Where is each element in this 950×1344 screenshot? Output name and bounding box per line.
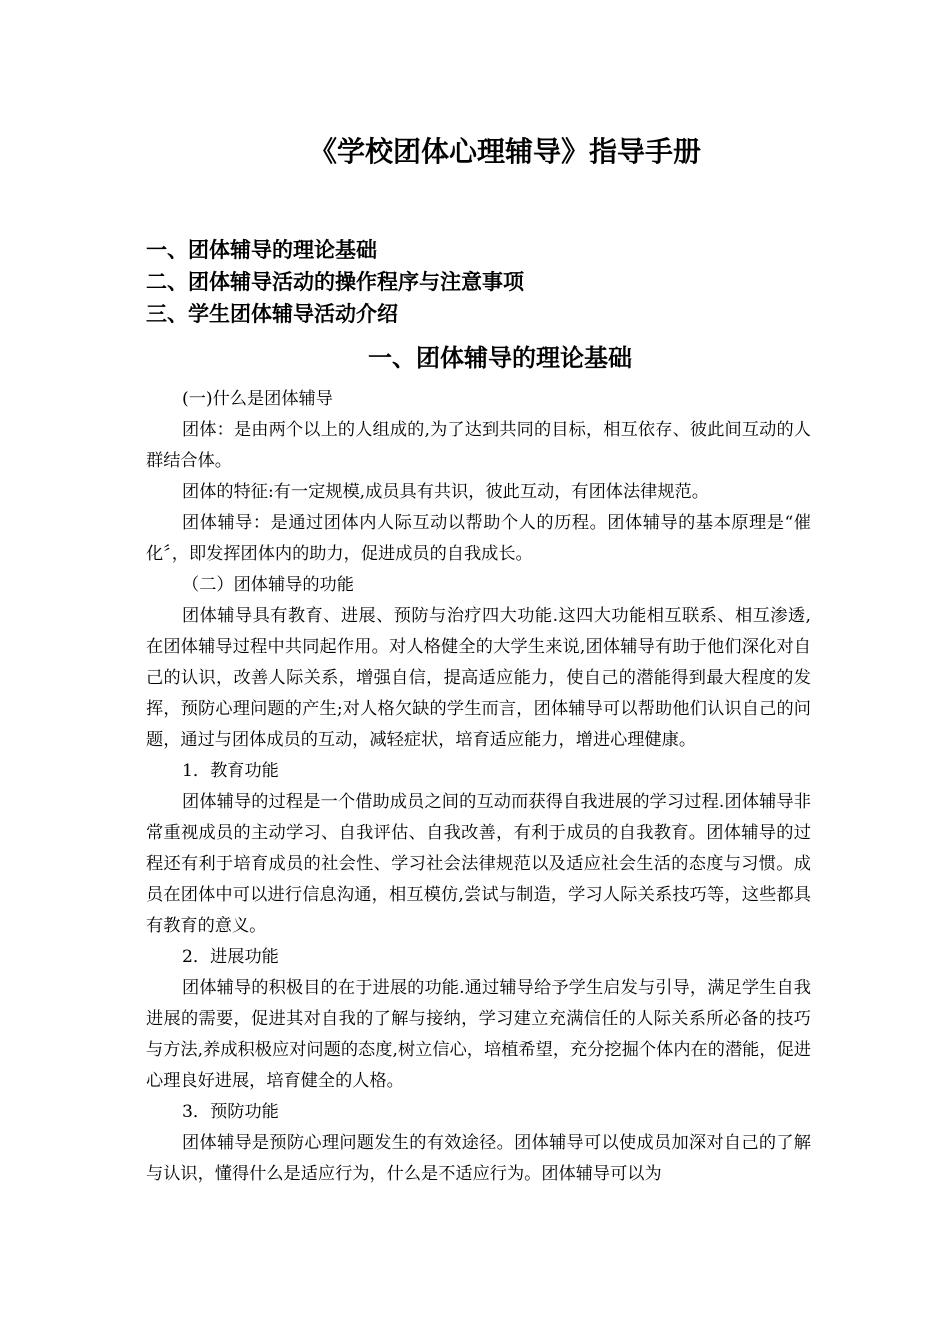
table-of-contents bbox=[146, 234, 826, 330]
function-heading-development: 2．进展功能 bbox=[182, 947, 279, 967]
toc-item-2: 二、团体辅导活动的操作程序与注意事项 bbox=[146, 270, 524, 294]
paragraph-functions-overview: 团体辅导具有教育、进展、预防与治疗四大功能.这四大功能相互联系、相互渗透,在团体辅导过程中共同起作用。对人格健全的大学生来说,团体辅导有助于他们深化对自己的认识，改善人际关系，增强自信，提高适应能力，使自己的潜能得到最大程度的发挥，预防心理问题的产生;对人格欠缺的学生而言，团体辅导可以帮助他们认识自己的问题，通过与团体成员的互动，减轻症状，培育适应能力，增进心理健康。 bbox=[146, 606, 811, 750]
toc-item-1: 一、团体辅导的理论基础 bbox=[146, 238, 377, 262]
paragraph-prevention-function: 团体辅导是预防心理问题发生的有效途径。团体辅导可以使成员加深对自己的了解与认识，懂得什么是适应行为，什么是不适应行为。团体辅导可以为 bbox=[146, 1133, 811, 1184]
paragraph-education-function: 团体辅导的过程是一个借助成员之间的互动而获得自我进展的学习过程.团体辅导非常重视成员的主动学习、自我评估、自我改善，有利于成员的自我教育。团体辅导的过程还有利于培育成员的社会性、学习社会法律规范以及适应社会生活的态度与习惯。成员在团体中可以进行信息沟通，相互模仿,尝试与制造，学习人际关系技巧等，这些都具有教育的意义。 bbox=[146, 792, 811, 936]
subsection-heading-functions: （二）团体辅导的功能 bbox=[182, 575, 354, 595]
section-body bbox=[146, 384, 811, 1190]
function-heading-prevention: 3．预防功能 bbox=[182, 1102, 279, 1122]
paragraph-group-counseling-definition: 团体辅导：是通过团体内人际互动以帮助个人的历程。团体辅导的基本原理是“催化〞，即发挥团体内的助力，促进成员的自我成长。 bbox=[146, 513, 811, 564]
paragraph-development-function: 团体辅导的积极目的在于进展的功能.通过辅导给予学生启发与引导，满足学生自我进展的需要，促进其对自我的了解与接纳，学习建立充满信任的人际关系所必备的技巧与方法,养成积极应对问题的态度,树立信心，培植希望，充分挖掘个体内在的潜能，促进心理良好进展，培育健全的人格。 bbox=[146, 978, 811, 1091]
function-heading-education: 1．教育功能 bbox=[182, 761, 279, 781]
toc-item-3: 三、学生团体辅导活动介绍 bbox=[146, 302, 398, 326]
document-title: 《学校团体心理辅导》指导手册 bbox=[308, 135, 701, 168]
paragraph-group-features: 团体的特征:有一定规模,成员具有共识，彼此互动，有团体法律规范。 bbox=[182, 482, 709, 502]
section-heading: 一、团体辅导的理论基础 bbox=[368, 344, 632, 372]
paragraph-group-definition: 团体：是由两个以上的人组成的,为了达到共同的目标，相互依存、彼此间互动的人群结合体。 bbox=[146, 420, 811, 471]
subsection-heading-what-is: (一)什么是团体辅导 bbox=[182, 389, 333, 409]
